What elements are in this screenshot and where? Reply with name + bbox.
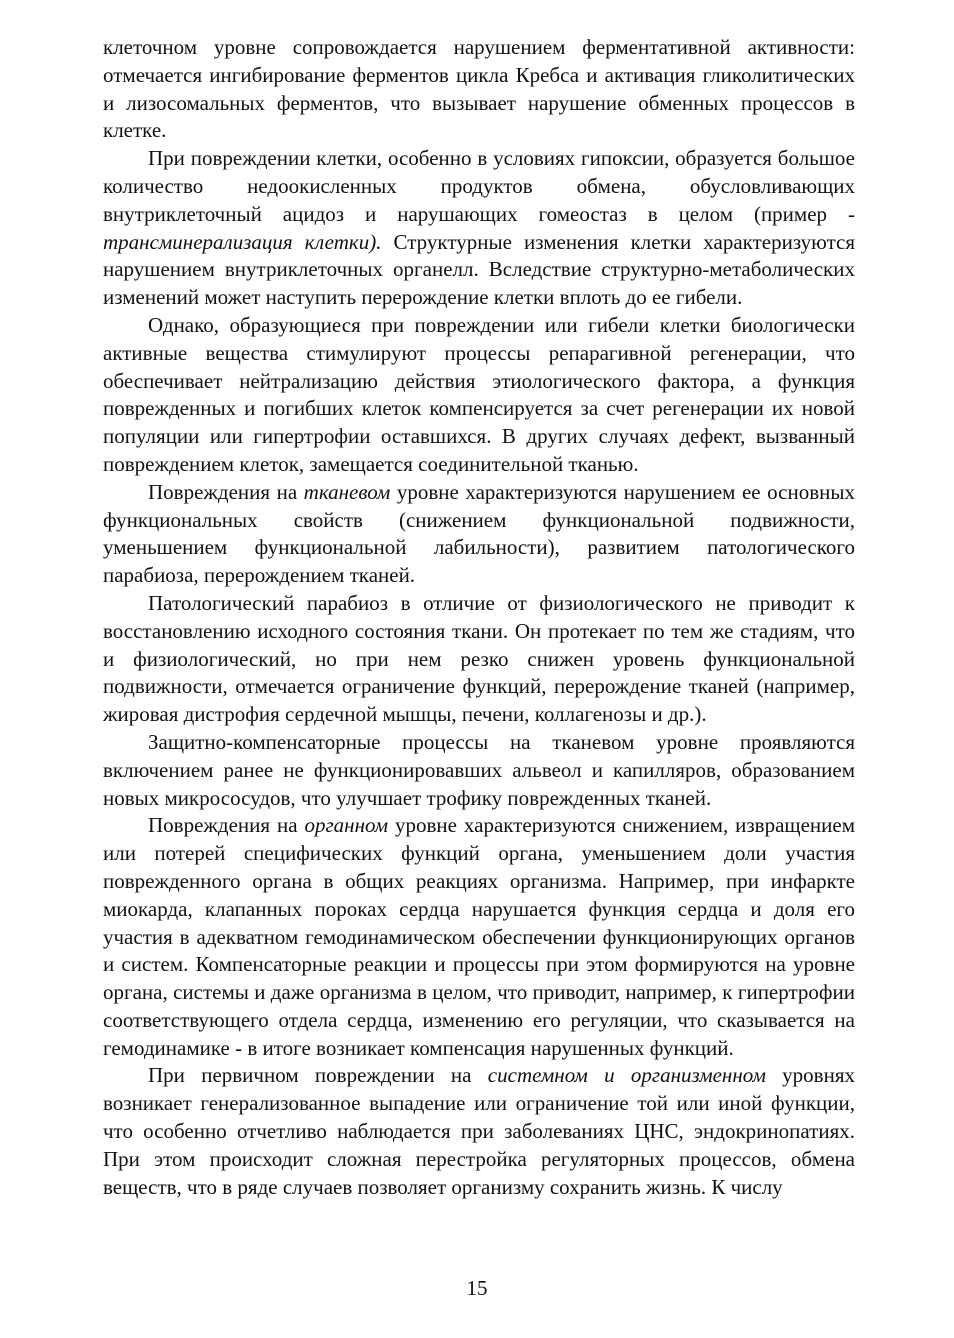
paragraph-text: Повреждения на bbox=[148, 813, 305, 838]
paragraph-text: При повреждении клетки, особенно в условиях гипоксии, образуется большое количество недоокисленных продуктов обмена, обусловливающих внутриклеточный ацидоз и нарушающих гомеостаз в целом (пример - bbox=[103, 146, 855, 226]
paragraph-text: клеточном уровне сопровождается нарушением ферментативной активности: отмечается ингибирование ферментов цикла Кребса и активация гликолитических и лизосомальных ферментов, что вызывает нарушение обменных процессов в клетке. bbox=[103, 35, 855, 143]
paragraph bbox=[103, 312, 855, 479]
italic-term: трансминерализация клетки). bbox=[103, 229, 382, 254]
paragraph bbox=[103, 145, 855, 312]
paragraph-text: уровнях возникает генерализованное выпадение или ограничение той или иной функции, что особенно отчетливо наблюдается при заболеваниях ЦНС, эндокринопатиях. При этом происходит сложная перестройка регуляторных процессов, обмена веществ, что в ряде случаев позволяет организму сохранить жизнь. К числу bbox=[103, 1063, 855, 1199]
paragraph-text: Защитно-компенсаторные процессы на тканевом уровне проявляются включением ранее не функционировавших альвеол и капилляров, образованием новых микрососудов, что улучшает трофику поврежденных тканей. bbox=[103, 729, 855, 810]
paragraph-text: уровне характеризуются снижением, извращением или потерей специфических функций органа, уменьшением доли участия поврежденного органа в общих реакциях организма. Например, при инфаркте миокарда, клапанных пороках сердца нарушается функция сердца и доля его участия в адекватном гемодинамическом обеспечении функционирующих органов и систем. Компенсаторные реакции и процессы при этом формируются на уровне органа, системы и даже организма в целом, что приводит, например, к гипертрофии соответствующего отдела сердца, изменению его регуляции, что сказывается на гемодинамике - в итоге возникает компенсация нарушенных функций. bbox=[103, 813, 855, 1060]
italic-term: тканевом bbox=[303, 479, 391, 504]
paragraph-text: Патологический парабиоз в отличие от физиологического не приводит к восстановлению исходного состояния ткани. Он протекает по тем же стадиям, что и физиологический, но при нем резко снижен уровень функциональной подвижности, отмечается ограничение функций, перерождение тканей (например, жировая дистрофия сердечной мышцы, печени, коллагенозы и др.). bbox=[103, 590, 855, 727]
paragraph-text: Структурные изменения клетки характеризуются нарушением внутриклеточных органелл. Вследствие структурно-метаболических изменений может наступить перерождение клетки вплоть до ее гибели. bbox=[103, 229, 855, 310]
paragraph-text: Однако, образующиеся при повреждении или гибели клетки биологически активные вещества стимулируют процессы репарагивной регенерации, что обеспечивает нейтрализацию действия этиологического фактора, а функция поврежденных и погибших клеток компенсируется за счет регенерации их новой популяции или гипертрофии оставшихся. В других случаях дефект, вызванный повреждением клеток, замещается соединительной тканью. bbox=[103, 312, 855, 476]
paragraph-text: уровне характеризуются нарушением ее основных функциональных свойств (снижением функциональной подвижности, уменьшением функциональной лабильности), развитием патологического парабиоза, перерождением тканей. bbox=[103, 479, 855, 588]
paragraph bbox=[103, 479, 855, 590]
paragraph-text: При первичном повреждении на bbox=[148, 1063, 488, 1088]
italic-term: органном bbox=[304, 813, 389, 838]
paragraph bbox=[103, 812, 855, 1062]
paragraph bbox=[103, 729, 855, 812]
paragraph bbox=[103, 1062, 855, 1201]
paragraph bbox=[103, 34, 855, 145]
paragraph bbox=[103, 590, 855, 729]
page-number: 15 bbox=[466, 1276, 488, 1300]
italic-term: системном и организменном bbox=[487, 1063, 766, 1088]
paragraph-text: Повреждения на bbox=[148, 479, 304, 504]
body-text bbox=[103, 34, 855, 1201]
